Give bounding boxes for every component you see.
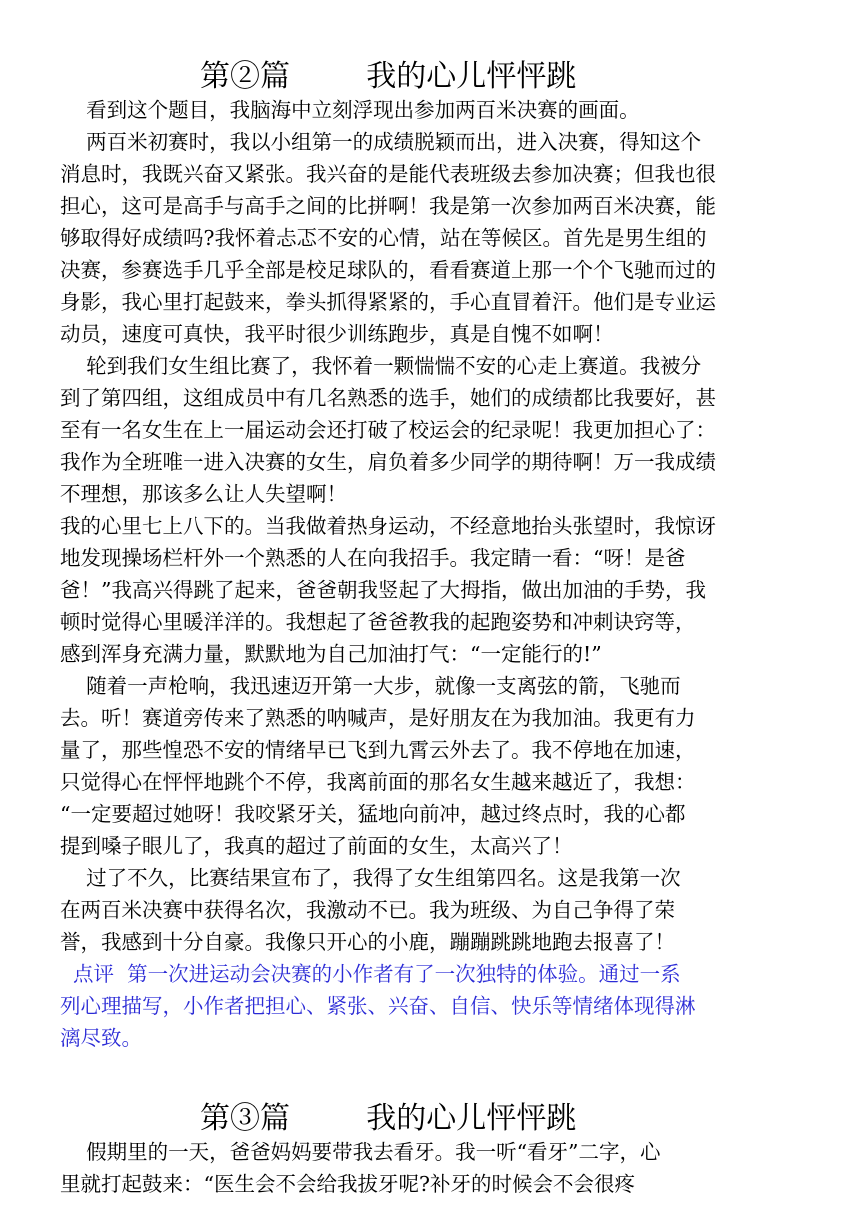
essay2-line: 担心，这可是高手与高手之间的比拼啊！我是第一次参加两百米决赛，能 <box>60 194 716 218</box>
essay2-line: 我的心里七上八下的。当我做着热身运动，不经意地抬头张望时，我惊讶 <box>60 514 716 538</box>
essay2-line: 随着一声枪响，我迅速迈开第一大步，就像一支离弦的箭，飞驰而 <box>60 674 681 698</box>
essay2-line: 看到这个题目，我脑海中立刻浮现出参加两百米决赛的画面。 <box>60 98 640 122</box>
essay2-line: 轮到我们女生组比赛了，我怀着一颗惴惴不安的心走上赛道。我被分 <box>60 354 702 378</box>
essay2-line: 消息时，我既兴奋又紧张。我兴奋的是能代表班级去参加决赛；但我也很 <box>60 162 716 186</box>
essay2-line: 身影，我心里打起鼓来，拳头抓得紧紧的，手心直冒着汗。他们是专业运 <box>60 290 716 314</box>
essay2-comment-line: 点评 第一次进运动会决赛的小作者有了一次独特的体验。通过一系 <box>60 962 681 986</box>
essay2-line: 决赛，参赛选手几乎全部是校足球队的，看看赛道上那一个个飞驰而过的 <box>60 258 716 282</box>
essay2-line: 够取得好成绩吗?我怀着忐忑不安的心情，站在等候区。首先是男生组的 <box>60 226 707 250</box>
essay2-line: 顿时觉得心里暖洋洋的。我想起了爸爸教我的起跑姿势和冲刺诀窍等， <box>60 610 696 634</box>
essay2-comment-line: 列心理描写，小作者把担心、紧张、兴奋、自信、快乐等情绪体现得淋 <box>60 994 696 1018</box>
essay2-line: 到了第四组，这组成员中有几名熟悉的选手，她们的成绩都比我要好，甚 <box>60 386 716 410</box>
essay2-line: 爸！”我高兴得跳了起来，爸爸朝我竖起了大拇指，做出加油的手势，我 <box>60 578 706 602</box>
essay2-line: 誉，我感到十分自豪。我像只开心的小鹿，蹦蹦跳跳地跑去报喜了！ <box>60 930 675 954</box>
essay3-title: 第③篇 我的心儿怦怦跳 <box>200 1101 577 1136</box>
essay2-line: 提到嗓子眼儿了，我真的超过了前面的女生，太高兴了！ <box>60 834 573 858</box>
essay2-line: 去。听！赛道旁传来了熟悉的呐喊声，是好朋友在为我加油。我更有力 <box>60 706 696 730</box>
essay2-line: 我作为全班唯一进入决赛的女生，肩负着多少同学的期待啊！万一我成绩 <box>60 450 716 474</box>
essay2-line: 两百米初赛时，我以小组第一的成绩脱颖而出，进入决赛，得知这个 <box>60 130 702 154</box>
essay2-line: 不理想，那该多么让人失望啊！ <box>60 482 347 506</box>
essay3-line: 里就打起鼓来：“医生会不会给我拔牙呢?补牙的时候会不会很疼 <box>60 1172 635 1196</box>
essay2-line: 过了不久，比赛结果宣布了，我得了女生组第四名。这是我第一次 <box>60 866 681 890</box>
essay2-line: 感到浑身充满力量，默默地为自己加油打气：“一定能行的!” <box>60 642 602 666</box>
essay2-line: 只觉得心在怦怦地跳个不停，我离前面的那名女生越来越近了，我想： <box>60 770 696 794</box>
essay2-title: 第②篇 我的心儿怦怦跳 <box>200 59 577 94</box>
essay2-line: 地发现操场栏杆外一个熟悉的人在向我招手。我定睛一看：“呀！是爸 <box>60 546 686 570</box>
essay3-line: 假期里的一天，爸爸妈妈要带我去看牙。我一听“看牙”二字，心 <box>60 1140 661 1164</box>
essay2-line: “一定要超过她呀！我咬紧牙关，猛地向前冲，越过终点时，我的心都 <box>60 802 686 826</box>
essay2-line: 动员，速度可真快，我平时很少训练跑步，真是自愧不如啊！ <box>60 322 614 346</box>
essay2-line: 量了，那些惶恐不安的情绪早已飞到九霄云外去了。我不停地在加速， <box>60 738 696 762</box>
essay2-line: 至有一名女生在上一届运动会还打破了校运会的纪录呢！我更加担心了： <box>60 418 716 442</box>
essay2-comment-line: 漓尽致。 <box>60 1026 142 1050</box>
essay2-line: 在两百米决赛中获得名次，我激动不已。我为班级、为自己争得了荣 <box>60 898 675 922</box>
